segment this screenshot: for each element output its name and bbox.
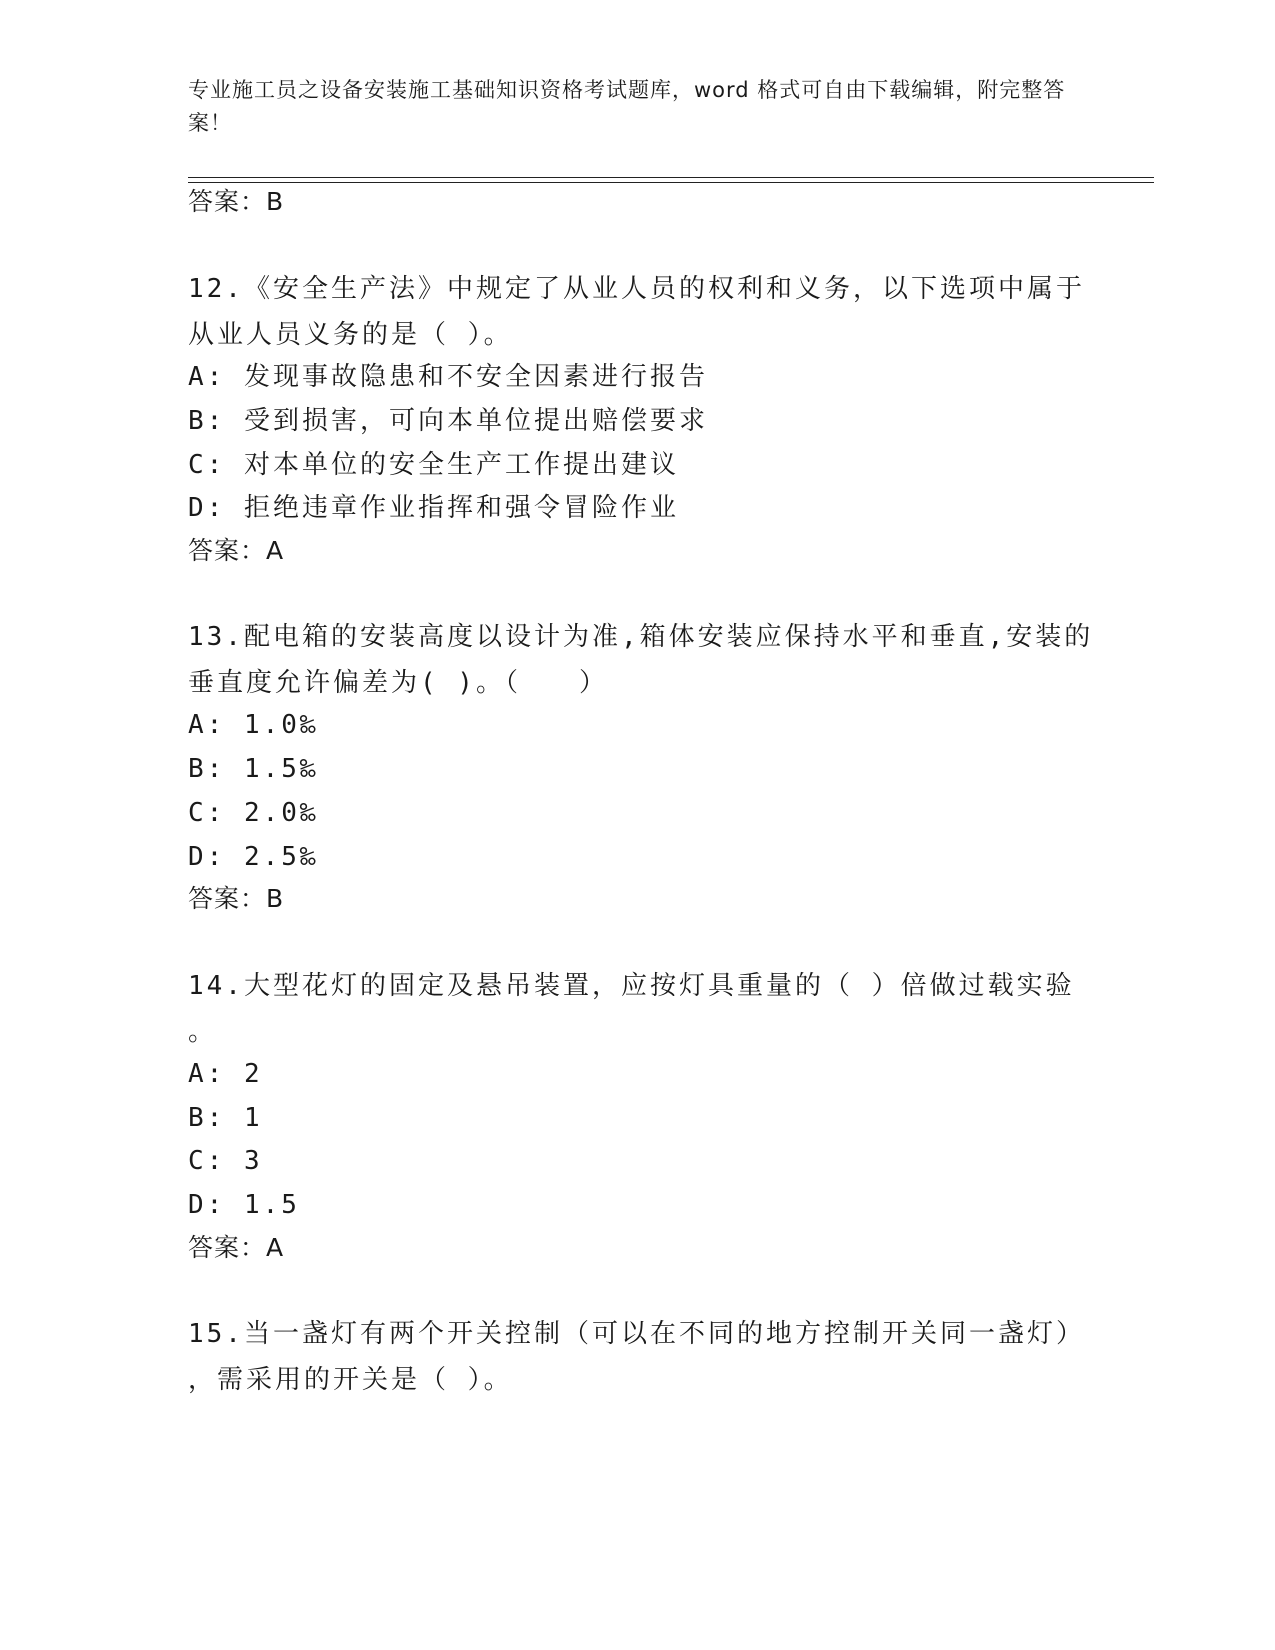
question-13 — [188, 614, 1094, 706]
option-d: D: 拒绝违章作业指挥和强令冒险作业 — [188, 493, 679, 523]
header-rule-bottom — [188, 182, 1154, 183]
question-line: ，需采用的开关是（ ）。 — [188, 1365, 513, 1395]
option-a: A: 发现事故隐患和不安全因素进行报告 — [188, 362, 708, 392]
question-15 — [188, 1311, 1088, 1403]
option-a: A: 2 — [188, 1059, 263, 1089]
header-rule-top — [188, 177, 1154, 178]
answer-previous: 答案：B — [188, 187, 285, 216]
option-d: D: 2.5‰ — [188, 842, 319, 872]
option-b: B: 1.5‰ — [188, 754, 319, 784]
option-c: C: 对本单位的安全生产工作提出建议 — [188, 450, 679, 480]
option-a: A: 1.0‰ — [188, 710, 319, 740]
option-d: D: 1.5 — [188, 1190, 300, 1220]
question-line: 15.当一盏灯有两个开关控制（可以在不同的地方控制开关同一盏灯） — [188, 1319, 1085, 1349]
option-b: B: 受到损害，可向本单位提出赔偿要求 — [188, 406, 708, 436]
question-line: 13.配电箱的安装高度以设计为准,箱体安装应保持水平和垂直,安装的 — [188, 622, 1094, 652]
option-c: C: 3 — [188, 1146, 263, 1176]
question-line: 14.大型花灯的固定及悬吊装置，应按灯具重量的（ ）倍做过载实验 — [188, 971, 1075, 1001]
question-line: 12.《安全生产法》中规定了从业人员的权利和义务，以下选项中属于 — [188, 274, 1085, 304]
option-b: B: 1 — [188, 1103, 263, 1133]
document-header — [188, 74, 1068, 140]
answer-12: 答案：A — [188, 536, 285, 565]
answer-14: 答案：A — [188, 1233, 285, 1262]
header-text: 专业施工员之设备安装施工基础知识资格考试题库，word 格式可自由下载编辑，附完整答案！ — [188, 78, 1066, 135]
question-line: 从业人员义务的是（ ）。 — [188, 320, 513, 350]
question-12 — [188, 266, 1088, 358]
answer-13: 答案：B — [188, 884, 285, 913]
option-c: C: 2.0‰ — [188, 798, 319, 828]
question-line: 。 — [188, 1017, 218, 1047]
question-line: 垂直度允许偏差为( )。（ ） — [188, 668, 608, 698]
question-14 — [188, 963, 1088, 1055]
